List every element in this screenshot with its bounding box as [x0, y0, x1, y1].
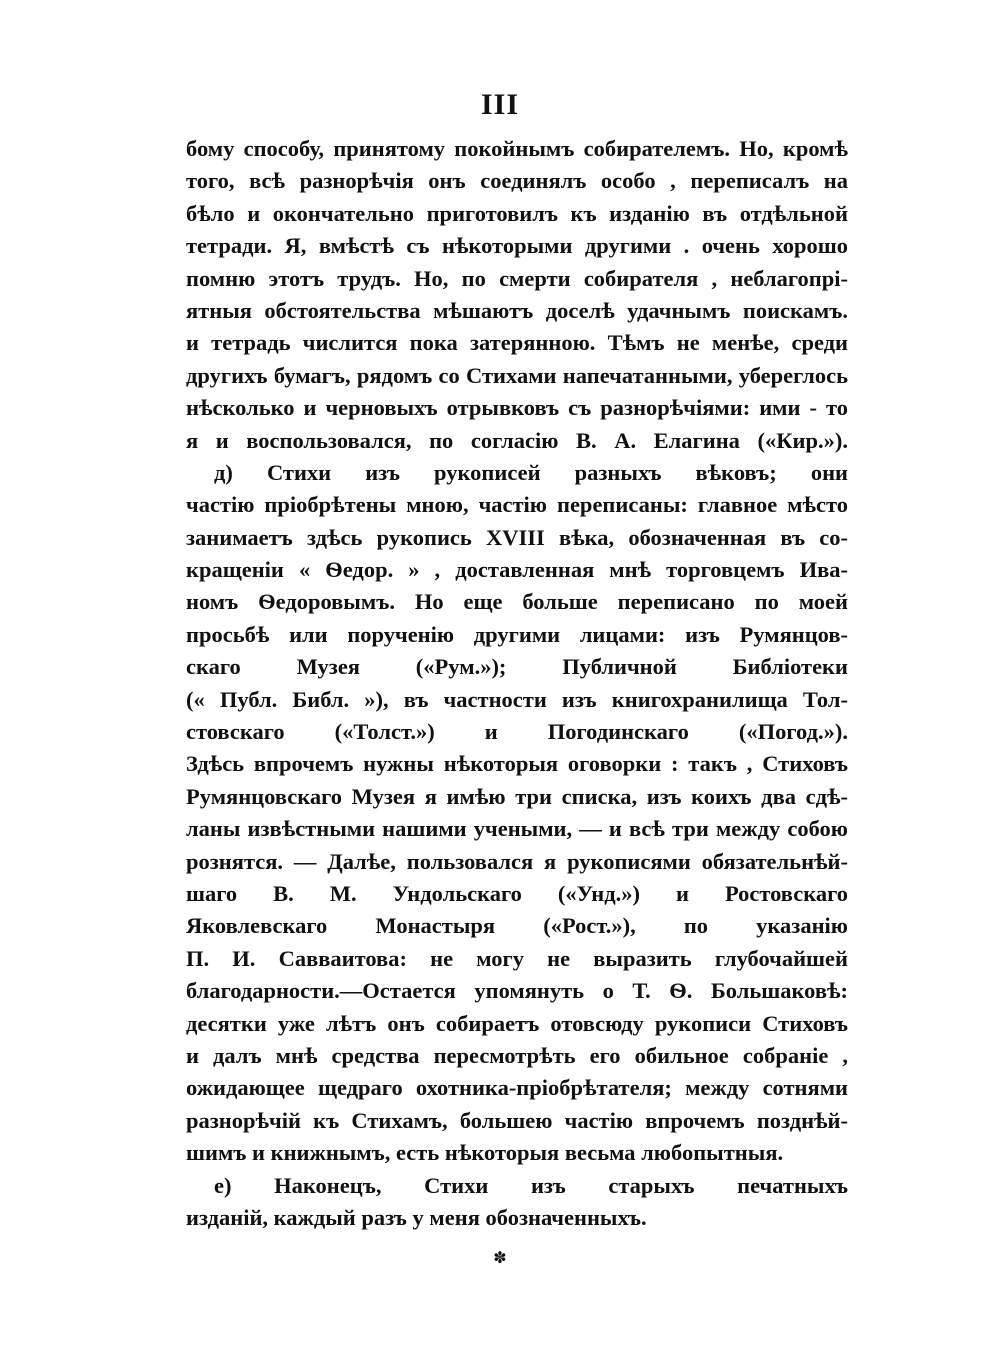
text-line: бѣло и окончательно приготовилъ къ изданію въ отдѣльной: [186, 200, 848, 226]
text-line: десятки уже лѣтъ онъ собираетъ отовсюду рукописи Стиховъ: [186, 1010, 848, 1036]
text-line: е) Наконецъ, Стихи изъ старыхъ печатныхъ: [214, 1172, 848, 1198]
text-line: шимъ и книжнымъ, есть нѣкоторыя весьма любопытныя.: [186, 1140, 784, 1166]
text-line: и тетрадь числится пока затерянною. Тѣмъ не менѣе, среди: [186, 330, 848, 356]
text-line: частію пріобрѣтены мною, частію переписаны: главное мѣсто: [186, 492, 848, 518]
text-line: бому способу, принятому покойнымъ собирателемъ. Но, кромѣ: [186, 136, 848, 161]
text-line: того, всѣ разнорѣчія онъ соединялъ особо , переписалъ на: [186, 168, 848, 194]
ornament-icon: ✽: [493, 1248, 507, 1267]
text-line: изданій, каждый разъ у меня обозначенныхъ.: [186, 1204, 647, 1230]
text-line: скаго Музея («Рум.»); Публичной Библіотеки: [186, 654, 848, 680]
text-line: разнорѣчій къ Стихамъ, большею частію впрочемъ позднѣй-: [186, 1107, 848, 1133]
text-line: благодарности.—Остается упомянуть о Т. Ѳ. Большаковѣ:: [186, 978, 848, 1004]
text-line: ланы извѣстными нашими учеными, — и всѣ три между собою: [186, 816, 848, 842]
text-line: помню этотъ трудъ. Но, по смерти собирателя , неблагопрі-: [186, 265, 848, 291]
text-line: стовскаго («Толст.») и Погодинскаго («Погод.»).: [186, 719, 848, 745]
text-line: просьбѣ или порученію другими лицами: изъ Румянцов-: [186, 621, 848, 647]
text-line: д) Стихи изъ рукописей разныхъ вѣковъ; они: [214, 459, 848, 485]
text-line: ожидающее щедраго охотника-пріобрѣтателя; между сотнями: [186, 1075, 848, 1101]
text-line: рознятся. — Далѣе, пользовался я рукописями обязательнѣй-: [186, 848, 848, 874]
text-line: шаго В. М. Ундольскаго («Унд.») и Ростовскаго: [186, 880, 848, 906]
text-line: занимаетъ здѣсь рукопись XVIII вѣка, обозначенная въ со-: [186, 524, 848, 550]
text-line: я и воспользовался, по согласію В. А. Елагина («Кир.»).: [186, 427, 848, 453]
text-line: П. И. Савваитова: не могу не выразить глубочайшей: [186, 945, 848, 971]
text-line: другихъ бумагъ, рядомъ со Стихами напечатанными, уберeглось: [186, 362, 848, 388]
text-line: (« Публ. Библ. »), въ частности изъ книгохранилища Тол-: [186, 686, 848, 712]
text-line: Румянцовскаго Музея я имѣю три списка, изъ коихъ два сдѣ-: [186, 783, 848, 809]
text-line: тетради. Я, вмѣстѣ съ нѣкоторыми другими . очень хорошо: [186, 233, 848, 259]
text-line: Яковлевскаго Монастыря («Рост.»), по указанію: [186, 913, 848, 939]
text-line: и далъ мнѣ средства пересмотрѣть его обильное собраніе ,: [186, 1042, 848, 1068]
text-line: номъ Ѳедоровымъ. Но еще больше переписано по моей: [186, 589, 848, 615]
text-line: Здѣсь впрочемъ нужны нѣкоторыя оговорки : такъ , Стиховъ: [186, 751, 848, 777]
text-line: нѣсколько и черновыхъ отрывковъ съ разнорѣчіями: ими - то: [186, 395, 848, 421]
page-number: III: [480, 88, 520, 121]
body-text: [186, 133, 848, 1234]
text-line: ятныя обстоятельства мѣшаютъ доселѣ удачнымъ поискамъ.: [186, 297, 848, 323]
text-line: кращеніи « Ѳедор. » , доставленная мнѣ торговцемъ Ива-: [186, 557, 848, 583]
